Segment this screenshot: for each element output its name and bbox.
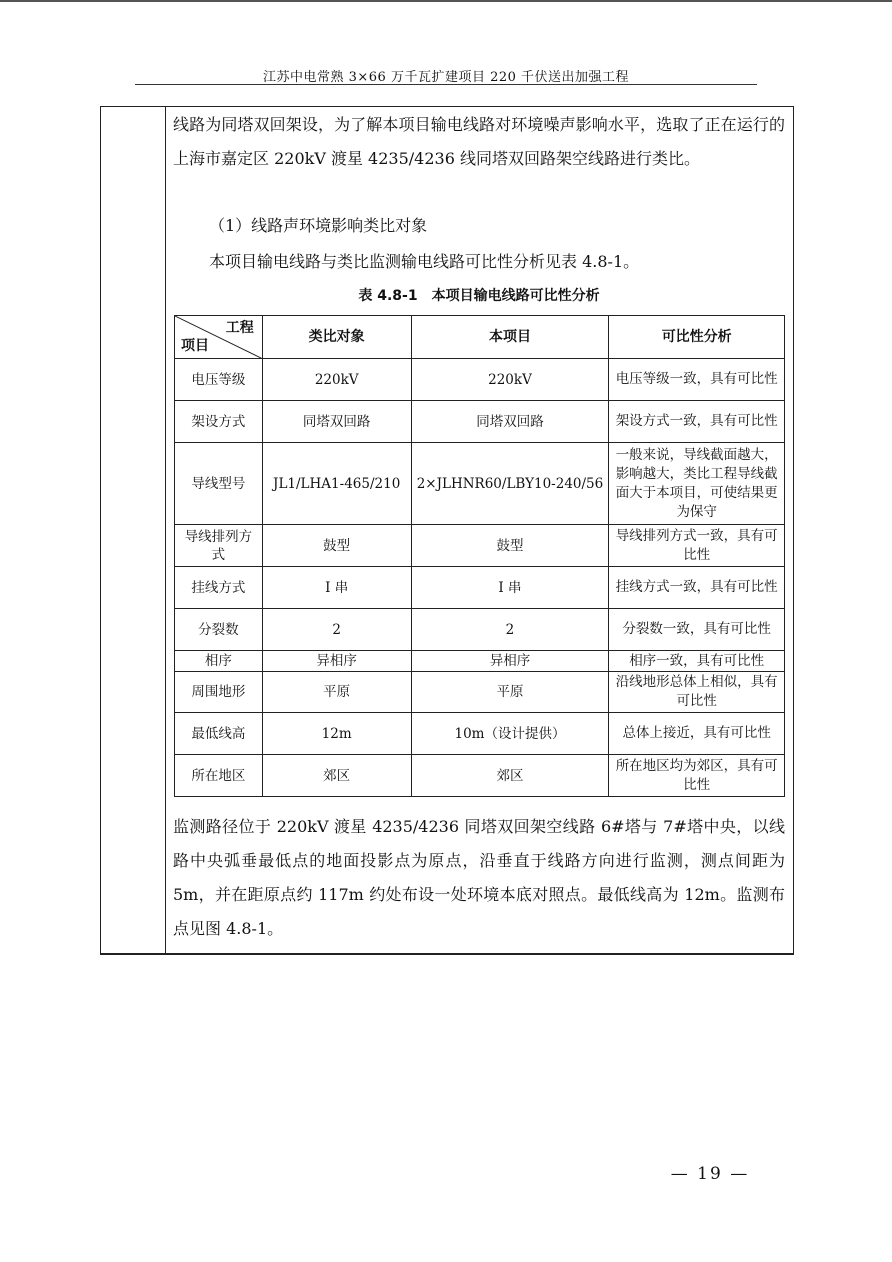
row-item: 导线排列方式	[175, 525, 263, 567]
row-project: 10m（设计提供）	[411, 713, 609, 755]
table-row	[175, 567, 785, 609]
row-project: 220kV	[411, 359, 609, 401]
paragraph-monitoring-path: 监测路径位于 220kV 渡星 4235/4236 同塔双回架空线路 6#塔与 7#塔中央，以线路中央弧垂最低点的地面投影点为原点，沿垂直于线路方向进行监测，测点间距为 5m，并在距原点约 117m 约处布设一处环境本底对照点。最低线高为 12m。监测布点见图 4.8-1。	[173, 817, 785, 938]
row-analysis: 挂线方式一致，具有可比性	[609, 567, 785, 609]
row-analogy: 郊区	[262, 755, 411, 797]
corner-label-item: 项目	[181, 338, 209, 354]
row-project: 平原	[411, 672, 609, 713]
table-corner-cell	[175, 316, 263, 359]
comparability-table	[174, 315, 785, 797]
table-row	[175, 755, 785, 797]
top-border	[0, 0, 892, 2]
page-header-title: 江苏中电常熟 3×66 万千瓦扩建项目 220 千伏送出加强工程	[262, 70, 630, 85]
row-analysis: 一般来说，导线截面越大，影响越大，类比工程导线截面大于本项目，可使结果更为保守	[609, 443, 785, 525]
table-row	[175, 359, 785, 401]
row-analysis: 所在地区均为郊区，具有可比性	[609, 755, 785, 797]
table-row	[175, 609, 785, 651]
table-header-row	[175, 316, 785, 359]
paragraph-intro: 线路为同塔双回架设，为了解本项目输电线路对环境噪声影响水平，选取了正在运行的上海市嘉定区 220kV 渡星 4235/4236 线同塔双回路架空线路进行类比。	[173, 115, 785, 168]
table-row	[175, 672, 785, 713]
row-analogy: 220kV	[262, 359, 411, 401]
table-row	[175, 713, 785, 755]
row-item: 架设方式	[175, 401, 263, 443]
row-analysis: 导线排列方式一致，具有可比性	[609, 525, 785, 567]
row-item: 分裂数	[175, 609, 263, 651]
row-project: 2	[411, 609, 609, 651]
row-item: 电压等级	[175, 359, 263, 401]
row-analysis: 总体上接近，具有可比性	[609, 713, 785, 755]
table-row	[175, 651, 785, 672]
row-item: 最低线高	[175, 713, 263, 755]
subheading-noise-analogy: （1）线路声环境影响类比对象	[209, 216, 428, 235]
row-analogy: 同塔双回路	[262, 401, 411, 443]
row-item: 挂线方式	[175, 567, 263, 609]
paragraph-table-reference: 本项目输电线路与类比监测输电线路可比性分析见表 4.8-1。	[209, 252, 640, 271]
table-row	[175, 525, 785, 567]
row-analogy: JL1/LHA1-465/210	[262, 443, 411, 525]
row-analysis: 分裂数一致，具有可比性	[609, 609, 785, 651]
row-project: 异相序	[411, 651, 609, 672]
row-item: 导线型号	[175, 443, 263, 525]
page-number: — 19 —	[670, 1164, 750, 1184]
corner-label-project: 工程	[225, 320, 254, 336]
row-item: 相序	[175, 651, 263, 672]
row-analogy: 12m	[262, 713, 411, 755]
row-project: 鼓型	[411, 525, 609, 567]
row-analogy: 异相序	[262, 651, 411, 672]
row-item: 所在地区	[175, 755, 263, 797]
row-analogy: I 串	[262, 567, 411, 609]
row-project: 同塔双回路	[411, 401, 609, 443]
header-comparability: 可比性分析	[609, 316, 785, 359]
row-analogy: 2	[262, 609, 411, 651]
table-row	[175, 443, 785, 525]
row-analogy: 平原	[262, 672, 411, 713]
table-row	[175, 401, 785, 443]
row-analysis: 沿线地形总体上相似，具有可比性	[609, 672, 785, 713]
row-project: I 串	[411, 567, 609, 609]
row-analysis: 相序一致，具有可比性	[609, 651, 785, 672]
row-project: 郊区	[411, 755, 609, 797]
row-analogy: 鼓型	[262, 525, 411, 567]
row-item: 周围地形	[175, 672, 263, 713]
table-caption: 表 4.8-1 本项目输电线路可比性分析	[358, 288, 600, 304]
header-analogy-object: 类比对象	[262, 316, 411, 359]
header-rule	[135, 84, 757, 85]
row-analysis: 架设方式一致，具有可比性	[609, 401, 785, 443]
frame-left-column	[101, 107, 166, 953]
header-this-project: 本项目	[411, 316, 609, 359]
row-project: 2×JLHNR60/LBY10-240/56	[411, 443, 609, 525]
row-analysis: 电压等级一致，具有可比性	[609, 359, 785, 401]
